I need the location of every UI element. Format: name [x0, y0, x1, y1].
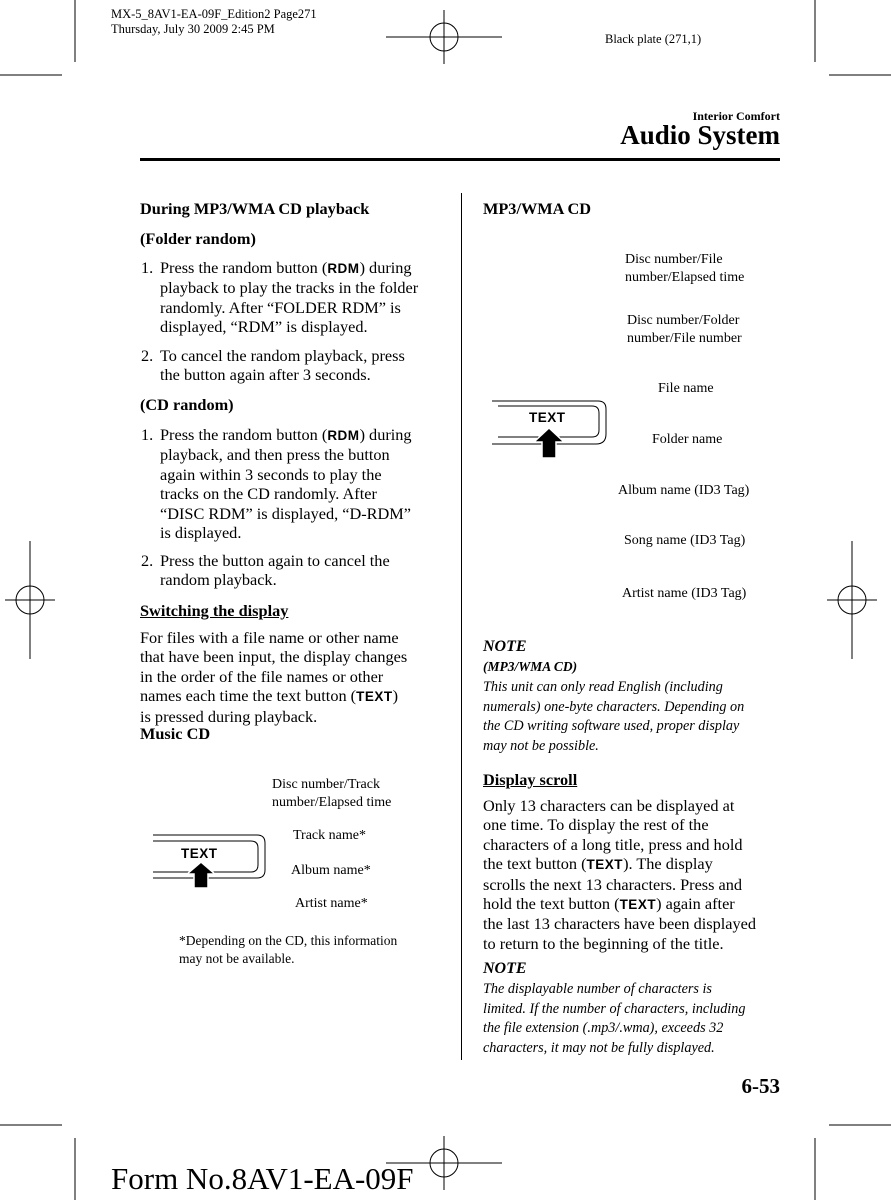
diagram-label-disc-track: Disc number/Track number/Elapsed time: [272, 777, 392, 810]
body-line: For files with a file name or other name: [140, 628, 399, 647]
body-line: ): [392, 686, 399, 706]
diagram-label-folder-name: Folder name: [652, 432, 723, 447]
step-text: again within 3 seconds to play the: [160, 464, 382, 484]
diagram-label-artist-name: Artist name (ID3 Tag): [622, 586, 747, 601]
cd-random-step-2: [141, 551, 451, 591]
music-cd-diagram: [145, 830, 270, 900]
rdm-button-label: RDM: [327, 261, 360, 276]
step-number: 2.: [141, 346, 154, 365]
step-text: randomly. After “FOLDER RDM” is: [160, 297, 401, 317]
note-heading: NOTE: [483, 960, 527, 977]
plate-label: Black plate (271,1): [605, 32, 702, 46]
date-line: Thursday, July 30 2009 2:45 PM: [111, 22, 275, 36]
step-text: Press the random button (: [160, 258, 328, 277]
section-label: Interior Comfort: [692, 109, 780, 123]
cd-random-heading: (CD random): [140, 395, 234, 414]
diagram-label-album-name: Album name (ID3 Tag): [618, 483, 750, 498]
folder-random-heading: (Folder random): [140, 229, 256, 248]
mp3-wma-cd-heading: MP3/WMA CD: [483, 199, 592, 218]
diagram-label-disc-folder: Disc number/Folder number/File number: [627, 313, 742, 346]
text-button-label: TEXT: [356, 689, 393, 705]
mp3-cd-diagram: [488, 392, 613, 467]
step-text: is displayed.: [160, 523, 242, 543]
step-text: tracks on the CD randomly. After: [160, 484, 377, 504]
page-title: Audio System: [620, 120, 780, 150]
rdm-button-label: RDM: [327, 428, 360, 443]
music-cd-heading: Music CD: [140, 724, 211, 743]
diagram-label-track-name: Track name*: [293, 828, 366, 843]
page-number: 6-53: [741, 1074, 780, 1098]
note-body: The displayable number of characters is limited. If the number of characters, including the file extension (.mp3/.wma), exceeds 32 characters, it may not be fully displayed.: [483, 981, 746, 1056]
form-number: Form No.8AV1-EA-09F: [111, 1161, 414, 1196]
step-text: Press the button again to cancel the: [160, 551, 390, 570]
step-text: ) during: [359, 425, 412, 444]
text-button-label: TEXT: [529, 410, 566, 425]
arrow-up-icon: [187, 862, 215, 888]
note-subheading: (MP3/WMA CD): [483, 659, 578, 674]
diagram-footnote: *Depending on the CD, this information may not be available.: [179, 933, 398, 966]
switching-display-body: [140, 628, 407, 726]
diagram-label-disc-file: Disc number/File number/Elapsed time: [625, 252, 745, 285]
text-button-label: TEXT: [586, 857, 624, 873]
step-text: playback to play the tracks in the folder: [160, 278, 419, 298]
text-button-label: TEXT: [619, 897, 657, 913]
body-line: in the order of the file names or other: [140, 666, 384, 686]
step-number: 1.: [141, 258, 154, 277]
step-text: the button again after 3 seconds.: [160, 365, 371, 385]
diagram-label-artist-name: Artist name*: [295, 896, 368, 911]
step-text: “DISC RDM” is displayed, “D-RDM”: [160, 503, 411, 523]
body-line: is pressed during playback.: [140, 706, 318, 726]
display-scroll-heading: Display scroll: [483, 770, 578, 789]
file-line: MX-5_8AV1-EA-09F_Edition2 Page271: [111, 7, 317, 21]
step-text: To cancel the random playback, press: [160, 346, 405, 365]
folder-random-step-2: [141, 346, 451, 386]
step-text: Press the random button (: [160, 425, 328, 444]
step-number: 1.: [141, 425, 154, 444]
column-divider: [461, 193, 462, 1060]
text-button-graphic: [488, 392, 613, 467]
folder-random-step-1: [141, 258, 451, 338]
step-text: displayed, “RDM” is displayed.: [160, 317, 368, 337]
text-button-graphic: [145, 830, 270, 900]
text-button-label: TEXT: [181, 846, 218, 861]
step-text: playback, and then press the button: [160, 445, 390, 465]
diagram-label-album-name: Album name*: [291, 863, 371, 878]
body-line: names each time the text button (: [140, 686, 357, 706]
diagram-label-file-name: File name: [658, 381, 714, 396]
note-body: This unit can only read English (including numerals) one-byte characters. Depending on the CD writing software used, proper display may not be possible.: [483, 679, 745, 754]
file-info: [111, 7, 317, 37]
mp3-playback-heading: During MP3/WMA CD playback: [140, 199, 370, 218]
arrow-up-icon: [534, 428, 564, 458]
note-heading: NOTE: [483, 638, 527, 655]
step-text: random playback.: [160, 570, 277, 590]
step-text: ) during: [359, 258, 412, 277]
step-number: 2.: [141, 551, 154, 570]
display-scroll-body: Only 13 characters can be displayed at one time. To display the rest of the characters of a long title, press and hold the text button (TEXT). The display scrolls the next 13 characters. Press and hold the text button (TEXT) again after the last 13 characters have been displayed to return to the beginning of the title.: [483, 796, 757, 953]
header-rule: [140, 158, 780, 161]
switching-display-heading: Switching the display: [140, 601, 289, 620]
cd-random-step-1: [141, 425, 451, 545]
body-line: that have been input, the display changes: [140, 647, 408, 667]
diagram-label-song-name: Song name (ID3 Tag): [624, 533, 746, 548]
